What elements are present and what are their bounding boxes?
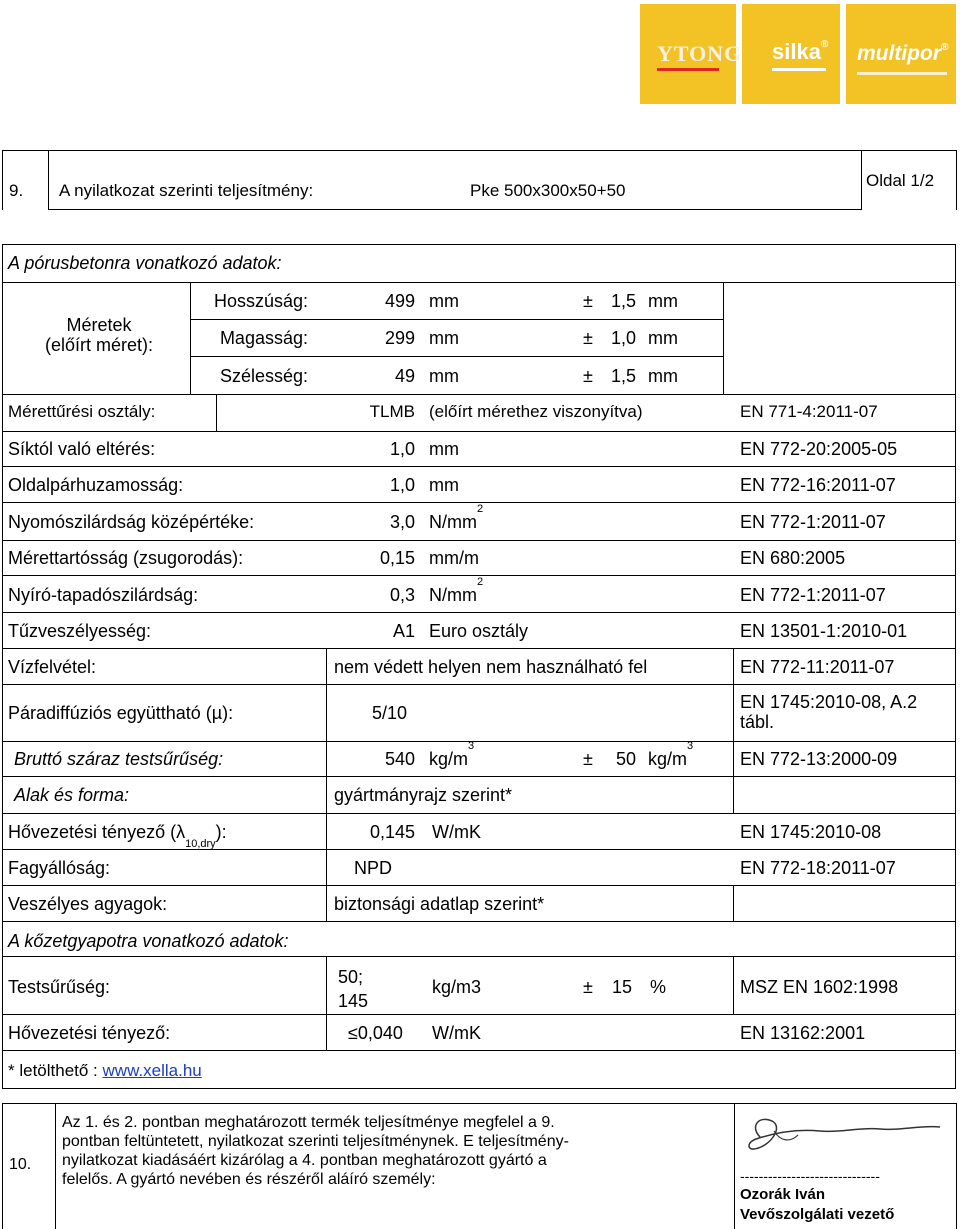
dim-height-tol-unit: mm xyxy=(648,328,678,348)
prop-std-fire: EN 13501-1:2010-01 xyxy=(740,621,908,641)
wool-thermal-value: ≤0,040 xyxy=(348,1023,403,1043)
silka-logo-bar xyxy=(772,68,826,71)
density-unit: $kg/m^3$ xyxy=(429,740,475,769)
prop-unit-flatness: mm xyxy=(429,439,459,459)
prop-value-compressive: 3,0 xyxy=(389,512,415,532)
thermal-std: EN 1745:2010-08 xyxy=(740,822,882,842)
wool-heading: A kőzetgyapotra vonatkozó adatok: xyxy=(8,931,289,951)
signature-image xyxy=(740,1107,950,1167)
prop-std-vapour: EN 1745:2010-08, A.2 tábl. xyxy=(740,692,918,732)
prop-label-water: Vízfelvétel: xyxy=(8,657,97,677)
prop-value-shear: 0,3 xyxy=(389,585,415,605)
prop-label-compressive: Nyomószilárdság középértéke: xyxy=(8,512,255,532)
wool-thermal-label: Hővezetési tényező: xyxy=(8,1023,171,1043)
prop-value-fire: A1 xyxy=(392,621,415,641)
prop-std-shear: EN 772-1:2011-07 xyxy=(740,585,886,605)
prop-unit-shrinkage: mm/m xyxy=(429,548,479,568)
dim-length-tol-unit: mm xyxy=(648,291,678,311)
density-tol: 50 xyxy=(615,749,636,769)
frost-std: EN 772-18:2011-07 xyxy=(740,858,896,878)
wool-thermal-unit: W/mK xyxy=(432,1023,481,1043)
prop-label-flatness: Síktól való eltérés: xyxy=(8,439,156,459)
dim-width-tol-unit: mm xyxy=(648,366,678,386)
thermal-value: 0,145 xyxy=(369,822,415,842)
dim-width-value: 49 xyxy=(394,366,415,386)
dim-width-unit: mm xyxy=(429,366,459,386)
multipor-logo-bar xyxy=(857,72,947,75)
thermal-label: Hővezetési tényező $(\lambda_{10,dry})$: xyxy=(8,822,227,850)
dim-width-tol: 1,5 xyxy=(610,366,636,386)
section10-text: Az 1. és 2. pontban meghatározott termék teljesítménye megfelel a 9. pontban feltüntetett, nyilatkozat szerinti teljesítménynek. E teljesítmény- nyilatkozat kiadásáért kizárólag a 4. pontban meghatározott gyártó a felelős. A gyártó nevében és részéről aláíró személy: xyxy=(62,1114,569,1188)
dim-height-unit: mm xyxy=(429,328,459,348)
wool-density-value: 50; 145 xyxy=(338,967,369,1011)
signer-name: Ozorák Iván xyxy=(740,1186,826,1203)
density-tol-unit: $kg/m^3$ xyxy=(648,740,694,769)
prop-unit-fire: Euro osztály xyxy=(429,621,529,641)
thermal-unit: W/mK xyxy=(432,822,481,842)
wool-density-tol: 15 xyxy=(611,977,632,997)
section10-number: 10. xyxy=(9,1156,32,1173)
prop-unit-tolerance-class: (előírt mérethez viszonyítva) xyxy=(429,402,643,421)
hazard-value: biztonsági adatlap szerint* xyxy=(334,894,545,914)
silka-logo: silka® xyxy=(772,39,829,64)
dim-height-value: 299 xyxy=(384,328,415,348)
shape-label: Alak és forma: xyxy=(14,785,130,805)
dim-length-name: Hosszúság: xyxy=(213,291,308,311)
prop-value-tolerance-class: TLMB xyxy=(369,402,415,421)
prop-std-water: EN 772-11:2011-07 xyxy=(740,657,895,677)
dim-length-pm: ± xyxy=(583,291,593,311)
wool-density-label: Testsűrűség: xyxy=(8,977,111,997)
wool-thermal-std: EN 13162:2001 xyxy=(740,1023,866,1043)
dimensions-label: Méretek (előírt méret): xyxy=(44,315,154,355)
dim-width-name: Szélesség: xyxy=(219,366,308,386)
prop-label-tolerance-class: Mérettűrési osztály: xyxy=(8,402,156,421)
dim-length-value: 499 xyxy=(384,291,415,311)
frost-value: NPD xyxy=(354,858,393,878)
wool-density-tol-unit: % xyxy=(650,977,667,997)
dim-height-pm: ± xyxy=(583,328,593,348)
wool-density-std: MSZ EN 1602:1998 xyxy=(740,977,899,997)
ytong-logo-bar xyxy=(657,68,719,71)
prop-std-compressive: EN 772-1:2011-07 xyxy=(740,512,886,532)
density-std: EN 772-13:2000-09 xyxy=(740,749,898,769)
section-number: 9. xyxy=(9,181,24,200)
dim-height-tol: 1,0 xyxy=(610,328,636,348)
density-value: 540 xyxy=(384,749,415,769)
density-label: Bruttó száraz testsűrűség: xyxy=(14,749,224,769)
prop-unit-shear: $N/mm^2$ xyxy=(429,576,484,605)
wool-density-pm: ± xyxy=(583,977,593,997)
signer-title: Vevőszolgálati vezető xyxy=(740,1206,895,1223)
prop-value-flatness: 1,0 xyxy=(389,439,415,459)
prop-label-parallelism: Oldalpárhuzamosság: xyxy=(8,475,184,495)
prop-unit-parallelism: mm xyxy=(429,475,459,495)
silka-logo-box xyxy=(742,4,840,104)
xella-link[interactable]: www.xella.hu xyxy=(102,1061,202,1080)
signature-rule: ------------------------------ xyxy=(740,1168,880,1184)
section-title: A nyilatkozat szerinti teljesítmény: xyxy=(59,181,314,200)
ytong-logo-box xyxy=(640,4,743,104)
prop-std-tolerance-class: EN 771-4:2011-07 xyxy=(740,402,878,421)
prop-std-flatness: EN 772-20:2005-05 xyxy=(740,439,898,459)
multipor-logo-box xyxy=(846,4,956,104)
multipor-logo: multipor® xyxy=(857,42,949,65)
hazard-label: Veszélyes agyagok: xyxy=(8,894,168,914)
prop-std-shrinkage: EN 680:2005 xyxy=(740,548,846,568)
frost-label: Fagyállóság: xyxy=(8,858,111,878)
prop-label-fire: Tűzveszélyesség: xyxy=(8,621,152,641)
prop-value-vapour: 5/10 xyxy=(372,703,408,723)
wool-density-unit: kg/m3 xyxy=(432,977,482,997)
page-indicator: Oldal 1/2 xyxy=(866,171,935,190)
shape-value: gyártmányrajz szerint* xyxy=(334,785,513,805)
prop-std-parallelism: EN 772-16:2011-07 xyxy=(740,475,896,495)
ytong-logo: YTONG xyxy=(657,41,743,66)
prop-value-parallelism: 1,0 xyxy=(389,475,415,495)
density-pm: ± xyxy=(583,749,593,769)
dim-length-tol: 1,5 xyxy=(610,291,636,311)
prop-unit-compressive: $N/mm^2$ xyxy=(429,503,484,532)
dim-length-unit: mm xyxy=(429,291,459,311)
dim-width-pm: ± xyxy=(583,366,593,386)
prop-label-shear: Nyíró-tapadószilárdság: xyxy=(8,585,199,605)
aac-heading: A pórusbetonra vonatkozó adatok: xyxy=(8,253,282,273)
product-name: Pke 500x300x50+50 xyxy=(470,181,626,200)
prop-label-vapour: Páradiffúziós együttható (µ): xyxy=(8,703,234,723)
download-note: * letölthető : www.xella.hu xyxy=(8,1061,202,1080)
dim-height-name: Magasság: xyxy=(219,328,308,348)
prop-label-shrinkage: Mérettartósság (zsugorodás): xyxy=(8,548,244,568)
prop-value-shrinkage: 0,15 xyxy=(379,548,415,568)
prop-value-water: nem védett helyen nem használható fel xyxy=(334,657,648,677)
